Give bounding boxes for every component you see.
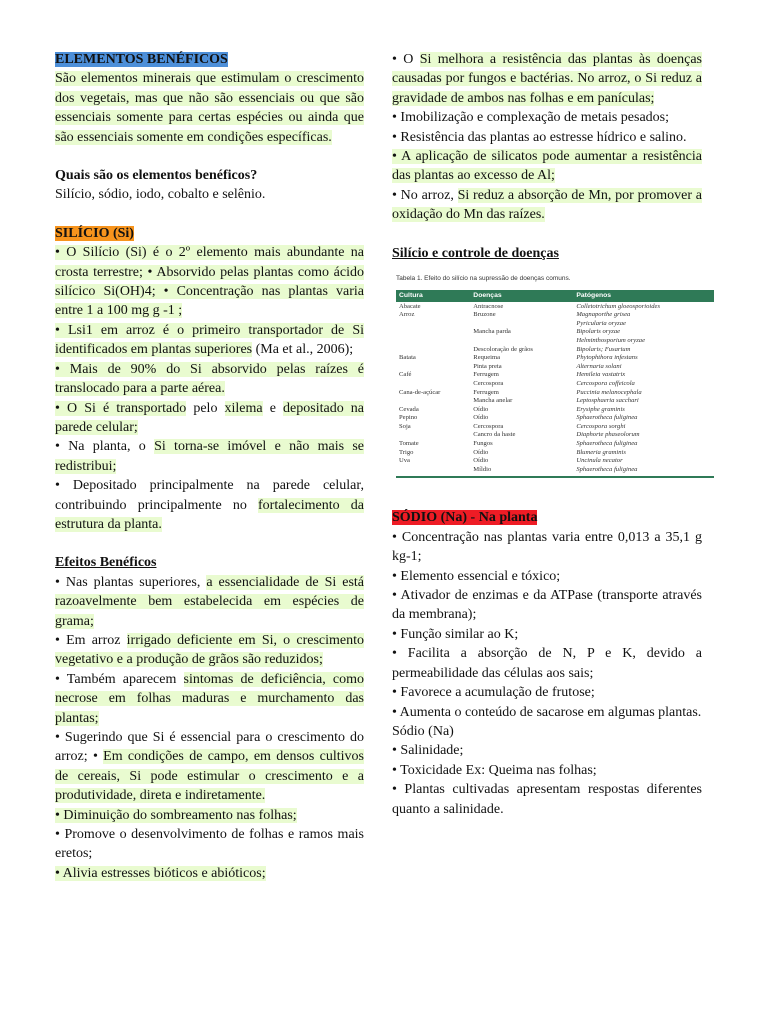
table-header-patogenos: Patógenos (573, 290, 714, 302)
table-row (396, 371, 714, 380)
paragraph-elementos: São elementos minerais que estimulam o crescimento dos vegetais, mas que não são essenciais ou que são essenciais somente para certas espécies ou ainda que são essenciais somente em condições específicas. (55, 71, 364, 145)
table-cell-patogeno: Hemileia vastatrix (576, 371, 626, 379)
table-cell-cultura: Uva (399, 457, 410, 465)
efeitos-item-6: • Promove o desenvolvimento de folhas e ramos mais eretos; (55, 827, 364, 862)
table-cell-doenca: Mancha parda (473, 328, 511, 336)
table-cell-cultura: Pepino (399, 414, 418, 422)
table-row (396, 405, 714, 414)
table-cell-patogeno: Erysiphe graminis (576, 405, 625, 413)
table-cell-patogeno: Alternaria solani (576, 362, 622, 370)
resistencia-item-4: • A aplicação de silicatos pode aumentar a resistência das plantas ao excesso de Al; (392, 149, 702, 184)
table-row (396, 457, 714, 466)
heading-controle-doencas: Silício e controle de doenças (392, 245, 559, 261)
efeitos-item-3: • Também aparecem sintomas de deficiência, como necrose em folhas maduras e murchamento das plantas; (55, 671, 364, 726)
table-caption: Tabela 1. Efeito do silício na supressão de doenças comuns. (396, 275, 571, 283)
table-cell-patogeno: Magnaporthe grisea (576, 311, 631, 319)
table-row (396, 345, 714, 354)
table-cell-patogeno: Cercospora coffeicola (576, 379, 635, 387)
table-row (396, 422, 714, 431)
resistencia-item-2: • Imobilização e complexação de metais pesados; (392, 110, 670, 126)
table-cell-cultura (396, 345, 470, 354)
table-header-row (396, 290, 714, 302)
table-cell-doenca: Requeima (473, 354, 501, 362)
table-cell-cultura: Cana-de-açúcar (399, 388, 441, 396)
table-cell-patogeno: Pyricularia oryzae (576, 319, 626, 327)
table-row (396, 448, 714, 457)
table-header-doencas: Doenças (470, 290, 573, 302)
table-cell-cultura: Batata (399, 354, 416, 362)
table-cell-doenca (470, 336, 573, 345)
silicio-item-6: • Depositado principalmente na parede celular, contribuindo principalmente no fortalecimento da estrutura da planta. (55, 478, 365, 532)
table-cell-doenca: Descoloração de grãos (473, 345, 533, 353)
resistencia-item-3: • Resistência das plantas ao estresse hídrico e salino. (392, 129, 687, 145)
table-cell-doenca: Cercospora (473, 379, 504, 387)
table-cell-patogeno: Bipolaris oryzae (576, 328, 621, 336)
table-cell-cultura (396, 431, 470, 440)
table-cell-cultura (396, 362, 470, 371)
table-row (396, 302, 714, 311)
silicio-item-2: • Lsi1 em arroz é o primeiro transportador de Si identificados em plantas superiores (Ma et al., 2006); (55, 322, 364, 358)
table-row (396, 336, 714, 345)
table-cell-patogeno: Bipolaris; Fusarium (576, 345, 631, 353)
table-cell-cultura (396, 465, 470, 477)
right-column (392, 50, 702, 819)
table-cell-patogeno: Diaphorte phaseolorum (576, 431, 640, 439)
question-answer: Silício, sódio, iodo, cobalto e selênio. (55, 187, 266, 203)
table-cell-cultura: Café (399, 371, 412, 379)
heading-elementos-beneficos: ELEMENTOS BENÉFICOS (55, 52, 228, 67)
efeitos-item-1: • Nas plantas superiores, a essencialidade de Si está razoavelmente bem estabelecida em espécies de grama; (55, 574, 364, 629)
table-row (396, 354, 714, 363)
silicio-item-4: • O Si é transportado pelo xilema e depositado na parede celular; (55, 400, 365, 435)
table-cell-cultura: Trigo (399, 448, 414, 456)
table-cell-doenca (470, 319, 573, 328)
table-cell-doenca: Ferrugem (473, 388, 499, 396)
efeitos-item-5: • Diminuição do sombreamento nas folhas; (55, 807, 297, 823)
table-cell-cultura (396, 379, 470, 388)
sodio-item-3: • Ativador de enzimas e da ATPase (transporte através da membrana); (392, 588, 702, 623)
table-cell-doenca: Oídio (473, 414, 489, 422)
table-cell-patogeno: Leptosphaeria sacchari (576, 397, 639, 405)
table-row (396, 440, 714, 449)
table-row (396, 319, 714, 328)
efeitos-item-7: • Alivia estresses bióticos e abióticos; (55, 865, 266, 881)
resistencia-item-5: • No arroz, Si reduz a absorção de Mn, por promover a oxidação do Mn das raízes. (392, 187, 702, 223)
table-row (396, 388, 714, 397)
table-cell-patogeno: Uncinula necator (576, 457, 623, 465)
table-cell-patogeno: Puccinia melanocephala (576, 388, 642, 396)
table-cell-doenca: Pinta preta (473, 362, 502, 370)
question-title: Quais são os elementos benéficos? (55, 168, 258, 184)
table-cell-patogeno: Cercospora sorghi (576, 422, 626, 430)
table-row (396, 465, 714, 477)
table-cell-patogeno: Phytophthora infestans (576, 354, 638, 362)
sodio-item-9: • Toxicidade Ex: Queima nas folhas; (392, 762, 597, 778)
heading-silicio: SILÍCIO (Si) (55, 225, 134, 241)
table-row (396, 379, 714, 388)
table-cell-cultura: Abacate (399, 302, 421, 310)
table-cell-cultura (396, 328, 470, 337)
table-cell-cultura: Arroz (399, 311, 415, 319)
table-cell-doenca: Mancha anelar (473, 397, 513, 405)
sodio-item-8: • Salinidade; (392, 743, 464, 759)
heading-sodio: SÓDIO (Na) - Na planta (392, 510, 538, 526)
sodio-item-7: • Aumenta o conteúdo de sacarose em algumas plantas. (392, 704, 702, 720)
table-row (396, 431, 714, 440)
table-cell-cultura: Soja (399, 422, 411, 430)
efeitos-item-2: • Em arroz irrigado deficiente em Si, o crescimento vegetativo e a produção de grãos são reduzidos; (55, 632, 364, 668)
table-row (396, 414, 714, 423)
disease-table-container (396, 269, 714, 478)
table-cell-doenca: Oídio (473, 457, 489, 465)
heading-efeitos-beneficos: Efeitos Benéficos (55, 555, 157, 571)
sodio-item-5: • Facilita a absorção de N, P e K, devido a permeabilidade das células aos sais; (392, 646, 702, 681)
sodio-item-1: • Concentração nas plantas varia entre 0,013 a 35,1 g kg-1; (392, 529, 702, 565)
table-cell-doenca: Cancro da haste (473, 431, 516, 439)
left-column (55, 50, 364, 883)
silicio-item-3: • Mais de 90% do Si absorvido pelas raízes é translocado para a parte aérea. (55, 361, 364, 397)
table-cell-patogeno: Colletotrichum gloeosporioides (576, 302, 661, 310)
resistencia-item-1: • O Si melhora a resistência das plantas às doenças causadas por fungos e bactérias. No arroz, o Si reduz a gravidade de ambos nas folhas e em panículas; (392, 52, 702, 106)
disease-table (396, 290, 714, 478)
table-cell-doenca: Oídio (473, 448, 489, 456)
silicio-item-5: • Na planta, o Si torna-se imóvel e não mais se redistribui; (55, 439, 364, 474)
silicio-item-1: • O Silício (Si) é o 2º elemento mais abundante na crosta terrestre; • Absorvido pelas plantas como ácido silícico Si(OH)4; • Concentração nas plantas varia entre 1 a 100 mg g -1 ; (55, 245, 364, 319)
sodio-item-4: • Função similar ao K; (392, 626, 519, 642)
table-row (396, 328, 714, 337)
table-cell-patogeno: Sphaerotheca fuliginea (576, 414, 638, 422)
table-cell-doenca: Cercospora (473, 422, 504, 430)
table-cell-patogeno: Blumeria graminis (576, 448, 626, 456)
table-cell-doenca: Fungos (473, 440, 493, 448)
table-header-cultura: Cultura (396, 290, 470, 302)
table-cell-cultura (396, 336, 470, 345)
table-cell-doenca: Ferrugem (473, 371, 499, 379)
table-cell-cultura: Cevada (399, 405, 419, 413)
table-cell-cultura (396, 397, 470, 406)
sodio-item-6: • Favorece a acumulação de frutose; (392, 685, 595, 701)
table-cell-doenca: Míldio (470, 465, 573, 477)
sodio-subheading: Sódio (Na) (392, 723, 454, 739)
table-cell-patogeno: Sphaerotheca fuliginea (576, 440, 638, 448)
table-cell-doenca: Bruzone (473, 311, 496, 319)
table-row (396, 397, 714, 406)
table-cell-doenca: Oídio (473, 405, 489, 413)
table-cell-doenca: Antracnose (473, 302, 504, 310)
table-cell-cultura: Tomate (399, 440, 419, 448)
sodio-item-2: • Elemento essencial e tóxico; (392, 568, 561, 584)
table-cell-cultura (396, 319, 470, 328)
table-row (396, 362, 714, 371)
table-cell-patogeno: Sphaerotheca fuliginea (573, 465, 714, 477)
table-cell-patogeno: Helminthosporium oryzae (576, 336, 645, 344)
sodio-item-10: • Plantas cultivadas apresentam respostas diferentes quanto a salinidade. (392, 782, 702, 817)
efeitos-item-4: • Sugerindo que Si é essencial para o crescimento do arroz; • Em condições de campo, em densos cultivos de cereais, Si pode estimular o crescimento e a produtividade, direta e indiretamente. (55, 730, 364, 804)
table-row (396, 311, 714, 320)
